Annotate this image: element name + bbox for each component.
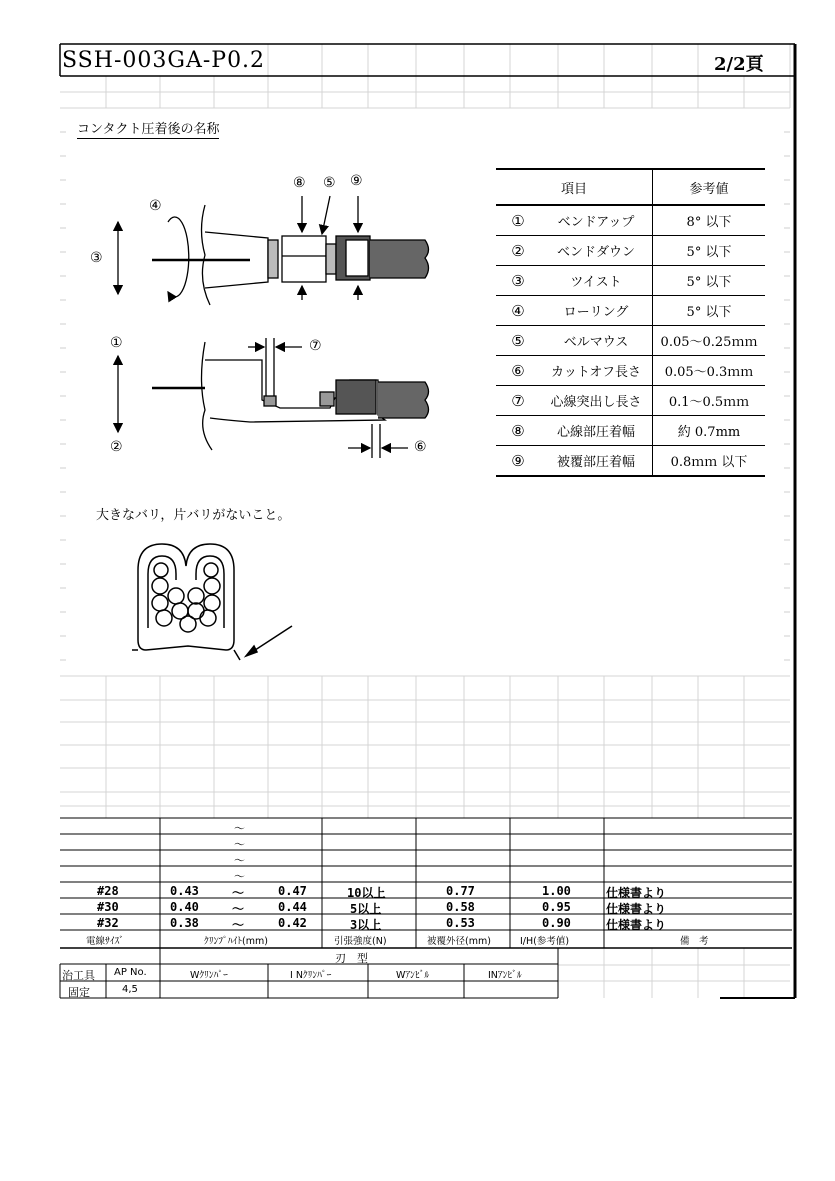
ap-no-value: 4,5 <box>122 984 138 995</box>
crimp-min: 0.43 <box>170 884 199 898</box>
row-value: 0.05～0.3ｍｍ <box>653 356 766 386</box>
top-view <box>118 196 429 305</box>
header-wire-size: 電線ｻｲｽﾞ <box>86 936 125 947</box>
ih-value: 0.90 <box>542 916 571 930</box>
tilde: ～ <box>232 902 245 916</box>
row-number: ⑧ <box>496 416 540 446</box>
label-cutoff: ⑥ <box>414 439 427 455</box>
ap-no-label: AP No. <box>114 967 147 978</box>
burr-note: 大きなバリ，片バリがないこと。 <box>96 508 291 523</box>
row-item: ベンドアップ <box>540 205 653 236</box>
table-row <box>496 236 765 266</box>
contact-crimp-diagram <box>80 170 480 470</box>
fixed-label: 固定 <box>68 986 90 999</box>
wire-size: #30 <box>97 900 119 914</box>
ih-value: 0.95 <box>542 900 571 914</box>
pull-strength: 10以上 <box>347 886 386 900</box>
table-row <box>496 296 765 326</box>
w-crimper-label: Wｸﾘﾝﾊﾟｰ <box>190 970 228 981</box>
label-insulation-crimp-width: ⑨ <box>350 173 363 189</box>
crimp-cross-section <box>128 536 298 666</box>
side-view <box>118 338 429 458</box>
table-row <box>496 205 765 236</box>
tool-label: 治工具 <box>62 969 95 982</box>
tilde: ～ <box>234 822 245 835</box>
label-bend-up: ① <box>110 335 123 351</box>
remark: 仕様書より <box>606 902 667 916</box>
insulation-od: 0.53 <box>446 916 475 930</box>
header-ih: I/H(参考値) <box>520 936 570 947</box>
row-number: ⑦ <box>496 386 540 416</box>
in-anvil-label: INｱﾝﾋﾞﾙ <box>488 970 522 981</box>
table-header-row <box>496 169 765 205</box>
ih-value: 1.00 <box>542 884 571 898</box>
crimp-max: 0.47 <box>278 884 307 898</box>
tilde: ～ <box>232 886 245 900</box>
row-item: 心線部圧着幅 <box>540 416 653 446</box>
row-item: 心線突出し長さ <box>540 386 653 416</box>
row-value: 0.1～0.5ｍｍ <box>653 386 766 416</box>
insulation-od: 0.58 <box>446 900 475 914</box>
label-core-crimp-width: ⑧ <box>293 175 306 191</box>
row-item: ツイスト <box>540 266 653 296</box>
remark: 仕様書より <box>606 886 667 900</box>
row-number: ⑥ <box>496 356 540 386</box>
label-twist: ③ <box>90 250 103 266</box>
row-value: 8° 以下 <box>653 205 766 236</box>
label-bend-down: ② <box>110 439 123 455</box>
table-row <box>496 416 765 446</box>
header-insulation-od: 被覆外径(mm) <box>427 936 491 947</box>
row-item: ベンドダウン <box>540 236 653 266</box>
wire-size: #32 <box>97 916 119 930</box>
crimp-min: 0.40 <box>170 900 199 914</box>
table-row <box>496 446 765 477</box>
pull-strength: 5以上 <box>350 902 382 916</box>
blade-type-heading: 刃 型 <box>335 952 368 965</box>
row-value: 0.05～0.25ｍｍ <box>653 326 766 356</box>
tilde: ～ <box>234 870 245 883</box>
row-value: 0.8ｍｍ 以下 <box>653 446 766 477</box>
insulation-od: 0.77 <box>446 884 475 898</box>
row-number: ⑨ <box>496 446 540 477</box>
row-number: ② <box>496 236 540 266</box>
wire-size: #28 <box>97 884 119 898</box>
row-number: ④ <box>496 296 540 326</box>
header-pull-strength: 引張強度(N) <box>334 936 387 947</box>
row-item: カットオフ長さ <box>540 356 653 386</box>
reference-value-table <box>496 168 765 477</box>
table-row <box>496 386 765 416</box>
tilde: ～ <box>232 918 245 932</box>
table-row <box>496 326 765 356</box>
row-number: ⑤ <box>496 326 540 356</box>
crimp-max: 0.42 <box>278 916 307 930</box>
tilde: ～ <box>234 854 245 867</box>
header-remarks: 備 考 <box>680 936 709 947</box>
crimp-min: 0.38 <box>170 916 199 930</box>
header-crimp-height: ｸﾘﾝﾌﾟﾊｲﾄ(mm) <box>204 936 268 947</box>
row-value: 5° 以下 <box>653 266 766 296</box>
remark: 仕様書より <box>606 918 667 932</box>
page-number: 2/2頁 <box>714 54 764 75</box>
row-item: ローリング <box>540 296 653 326</box>
section-title: コンタクト圧着後の名称 <box>77 118 219 139</box>
label-core-protrusion: ⑦ <box>309 338 322 354</box>
row-value: 5° 以下 <box>653 296 766 326</box>
header-reference-value: 参考値 <box>653 169 766 205</box>
document-number: SSH-003GA-P0.2 <box>62 48 266 73</box>
row-value: 約 0.7mm <box>653 416 766 446</box>
label-bellmouth: ⑤ <box>323 175 336 191</box>
crimp-max: 0.44 <box>278 900 307 914</box>
row-number: ③ <box>496 266 540 296</box>
row-number: ① <box>496 205 540 236</box>
w-anvil-label: Wｱﾝﾋﾞﾙ <box>396 970 430 981</box>
in-crimper-label: I Nｸﾘﾝﾊﾟｰ <box>290 970 332 981</box>
table-row <box>496 266 765 296</box>
pull-strength: 3以上 <box>350 918 382 932</box>
header-item: 項目 <box>496 169 653 205</box>
row-item: ベルマウス <box>540 326 653 356</box>
row-value: 5° 以下 <box>653 236 766 266</box>
label-rolling: ④ <box>149 198 162 214</box>
row-item: 被覆部圧着幅 <box>540 446 653 477</box>
tilde: ～ <box>234 838 245 851</box>
table-row <box>496 356 765 386</box>
